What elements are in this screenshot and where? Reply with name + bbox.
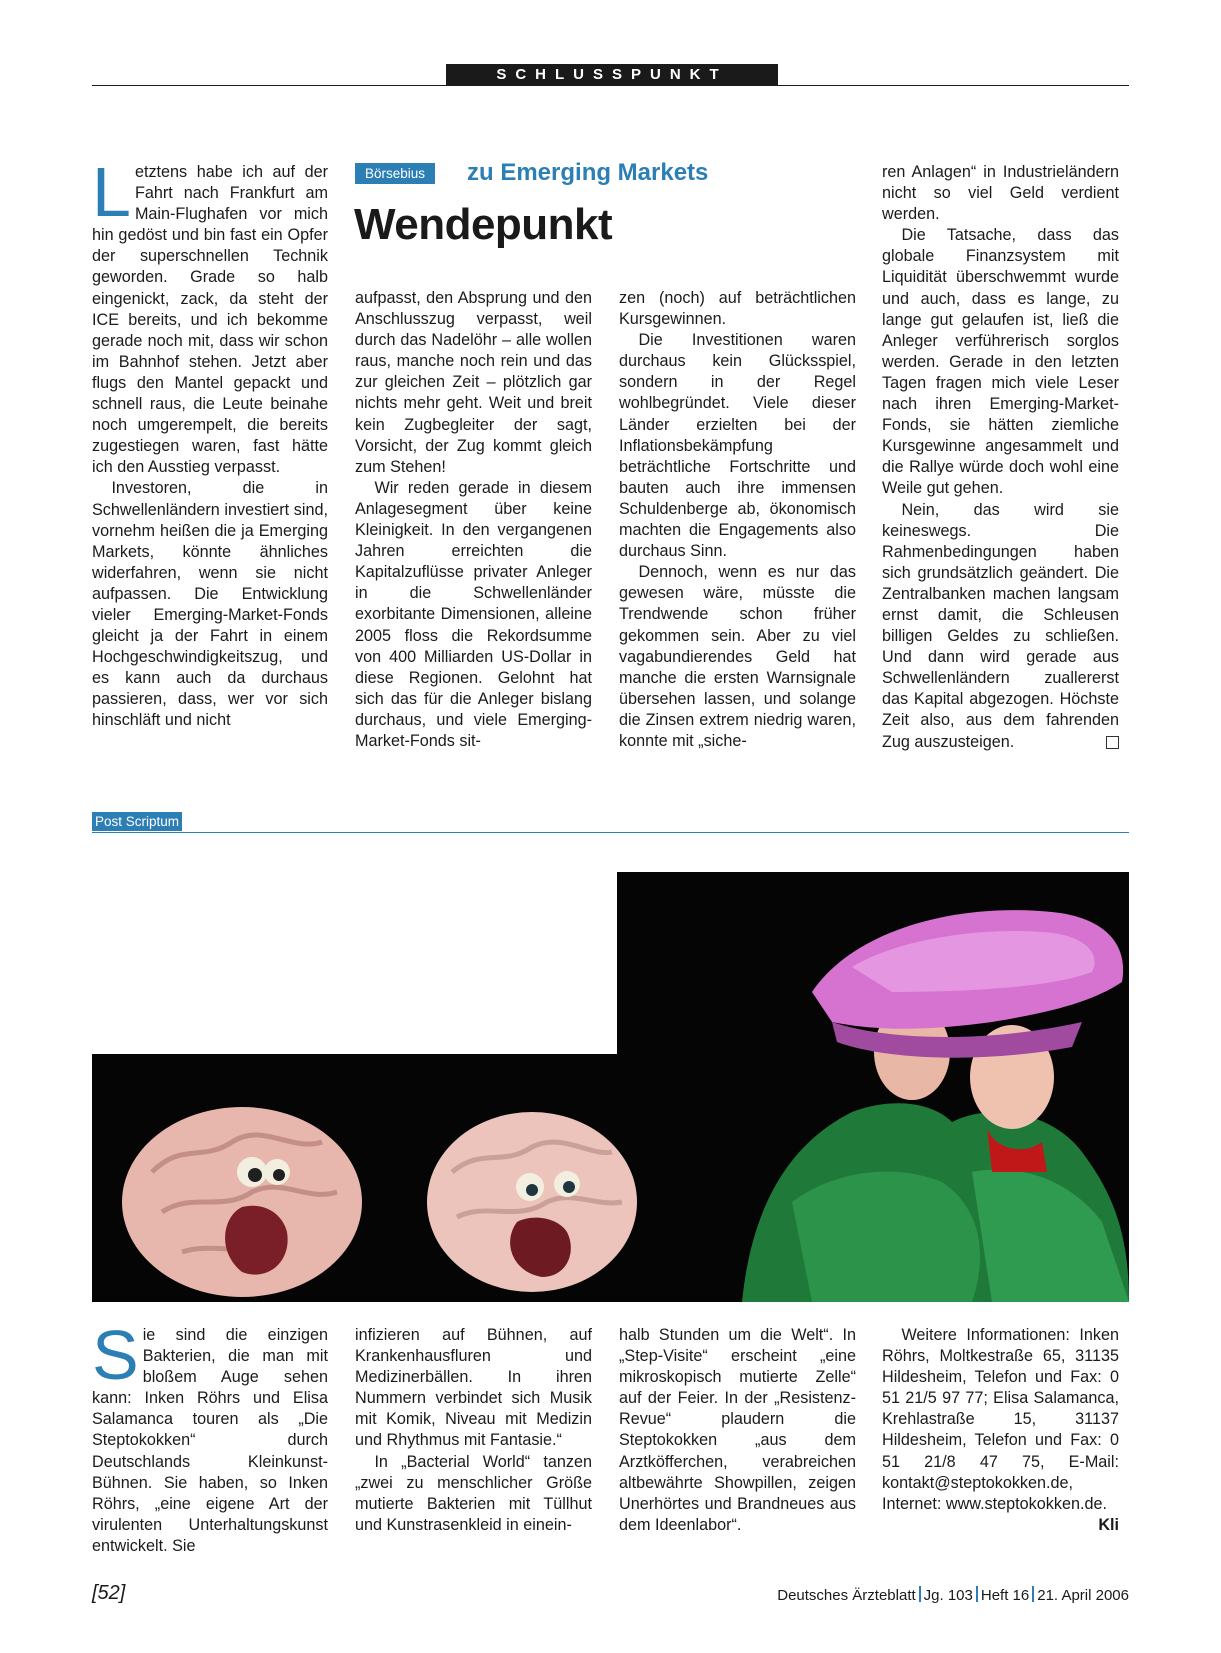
paragraph: Die Tatsache, dass das globale Finanzsystem mit Liquidität überschwemmt wurde und auch, dass es lange, zu lange gut gelaufen ist, ließ die Anleger verführerisch sorglos werden. Gerade in den letzten Tagen fragen mich viele Leser nach ihren Emerging-Market-Fonds, sie hätten ziemliche Kursgewinne angesammelt und die Rallye würde doch wohl eine Weile gut gehen. <box>882 226 1119 498</box>
footer-citation <box>777 1586 1129 1604</box>
paragraph: In „Bacterial World“ tanzen „zwei zu menschlicher Größe mutierte Bakterien mit Tüllhut und Kunstrasenkleid in einein- <box>355 1452 592 1534</box>
separator <box>976 1586 978 1602</box>
paragraph: halb Stunden um die Welt“. In „Step-Visite“ erscheint „eine mikroskopisch mutierte Zelle“ auf der Feier. In der „Resistenz-Revue“ plaudern die Steptokokken „aus dem Arztköfferchen, verabreichen altbewährte Showpillen, zeigen Unerhörtes und Brandneues aus dem Ideenlabor“. <box>619 1326 856 1534</box>
separator <box>919 1586 921 1602</box>
paragraph: ie sind die einzigen Bakterien, die man mit bloßem Auge sehen kann: Inken Röhrs und Elisa Salamanca touren als „Die Steptokokken“ durch Deutschlands Kleinkunst-Bühnen. Sie haben, so Inken Röhrs, „eine eigene Art der virulenten Unterhaltungskunst entwickelt. Sie <box>92 1326 328 1555</box>
volume: Jg. 103 <box>923 1587 973 1604</box>
journal-name: Deutsches Ärzteblatt <box>777 1587 916 1604</box>
issue: Heft 16 <box>980 1587 1030 1604</box>
separator <box>1032 1586 1034 1602</box>
paragraph: aufpasst, den Absprung und den Anschlusszug verpasst, weil durch das Nadelöhr – alle wollen raus, manche noch rein und das zur gleichen Zeit – plötzlich gar nichts mehr geht. Weit und breit kein Zugbegleiter der sagt, Vorsicht, der Zug kommt gleich zum Stehen! <box>355 289 592 476</box>
header-rule <box>92 85 1129 86</box>
article2-column-3 <box>619 1325 856 1536</box>
paragraph-text: Nein, das wird sie keineswegs. Die Rahmenbedingungen haben sich grundsätzlich geändert. Die Zentralbanken machen langsam ernst damit, die Schleusen billigen Geldes zu schließen. Und dann wird gerade aus Schwellenländern zuallererst das Kapital abgezogen. Höchste Zeit also, aus dem fahrenden Zug auszusteigen. <box>882 500 1119 751</box>
paragraph <box>882 500 1119 753</box>
post-scriptum-rule <box>92 832 1129 833</box>
article1-title: Wendepunkt <box>354 200 613 249</box>
date: 21. April 2006 <box>1037 1587 1129 1604</box>
paragraph: Weitere Informationen: Inken Röhrs, Moltkestraße 65, 31135 Hildesheim, Telefon und Fax: 0 51 21/5 97 77; Elisa Salamanca, Krehlastraße 15, 31137 Hildesheim, Telefon und Fax: 0 51 21/8 47 75, E-Mail: kontakt@steptokokken.de, Internet: www.steptokokken.de. <box>882 1326 1119 1513</box>
paragraph: Dennoch, wenn es nur das gewesen wäre, müsste die Trendwende schon früher gekommen sein. Aber zu viel vagabundierendes Geld hat manche die ersten Warnsignale übersehen lassen, und solange die Zinsen extrem niedrig waren, konnte mit „siche- <box>619 563 856 750</box>
article1-column-1 <box>92 153 328 732</box>
article2-column-1 <box>92 1316 328 1557</box>
tag-post-scriptum: Post Scriptum <box>92 812 182 831</box>
stage-photo <box>92 872 1129 1302</box>
dropcap-l: L <box>92 153 131 231</box>
article1-column-3 <box>619 288 856 752</box>
end-mark-icon <box>1106 736 1119 749</box>
page-number: [52] <box>92 1582 126 1604</box>
paragraph: ren Anlagen“ in Industrieländern nicht so viel Geld verdient werden. <box>882 163 1119 224</box>
author-initials: Kli <box>1098 1515 1119 1534</box>
article1-column-2 <box>355 288 592 752</box>
dropcap-s: S <box>92 1316 139 1394</box>
paragraph: Investoren, die in Schwellenländern investiert sind, vornehm heißen die ja Emerging Markets, könnte ähnliches widerfahren, wenn sie nicht aufpassen. Die Entwicklung vieler Emerging-Market-Fonds gleicht ja der Fahrt in einem Hochgeschwindigkeitszug, und es kann auch da durchaus passieren, dass, wer vor sich hinschläft und nicht <box>92 479 328 730</box>
article1-kicker: zu Emerging Markets <box>467 159 709 186</box>
paragraph: etztens habe ich auf der Fahrt nach Frankfurt am Main-Flughafen vor mich hin gedöst und bin fast ein Opfer der superschnellen Technik geworden. Grade so halb eingenickt, zack, da steht der ICE bereits, und ich bekomme gerade noch mit, dass wir schon im Bahnhof stehen. Jetzt aber flugs den Mantel gepackt und schnell raus, die Leute beinahe noch umgerempelt, die bereits zugestiegen waren, fast hätte ich den Ausstieg verpasst. <box>92 163 328 477</box>
tag-boersebius: Börsebius <box>355 163 435 184</box>
article1-column-4 <box>882 162 1119 753</box>
section-banner: SCHLUSSPUNKT <box>446 64 778 86</box>
paragraph: Wir reden gerade in diesem Anlagesegment über keine Kleinigkeit. In den vergangenen Jahren erreichten die Kapitalzuflüsse privater Anleger in die Schwellenländer exorbitante Dimensionen, alleine 2005 floss die Rekordsumme von 400 Milliarden US-Dollar in diese Regionen. Gelohnt hat sich das für die Anleger bislang durchaus, und viele Emerging-Market-Fonds sit- <box>355 478 592 750</box>
paragraph: zen (noch) auf beträchtlichen Kursgewinnen. <box>619 289 856 329</box>
paragraph: Die Investitionen waren durchaus kein Glücksspiel, sondern in der Regel wohlbegründet. Viele dieser Länder erzielten bei der Inflationsbekämpfung beträchtliche Fortschritte und bauten auch ihre immensen Schuldenberge ab, ökonomisch machten die Engagements also durchaus Sinn. <box>619 331 856 561</box>
article2-column-4 <box>882 1325 1119 1536</box>
paragraph: infizieren auf Bühnen, auf Krankenhausfluren und Medizinerbällen. In ihren Nummern verbindet sich Musik mit Komik, Niveau mit Medizin und Rhythmus mit Fantasie.“ <box>355 1326 592 1450</box>
article2-column-2 <box>355 1325 592 1536</box>
